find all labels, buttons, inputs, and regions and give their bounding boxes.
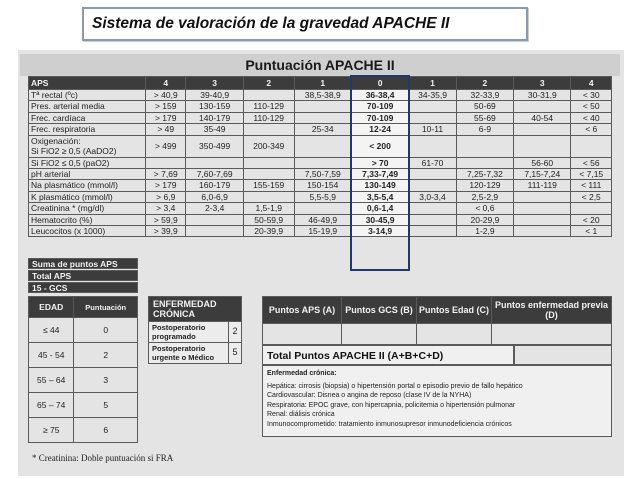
aps-cell: > 49 xyxy=(146,124,186,135)
aps-row xyxy=(29,124,612,135)
edad-points: 6 xyxy=(74,418,138,443)
cronicas-line: Respiratoria: EPOC grave, con hipercapnia, policitemia o hipertensión pulmonar xyxy=(267,401,516,409)
puntos-table xyxy=(262,296,612,345)
aps-row-label: Frec. respiratoria xyxy=(29,124,146,135)
aps-cell xyxy=(571,135,612,157)
aps-cell: 12-24 xyxy=(351,124,408,135)
aps-cell: 10-11 xyxy=(409,124,456,135)
total-apache-value xyxy=(514,345,612,365)
aps-cell: > 40,9 xyxy=(146,90,186,101)
aps-row xyxy=(29,112,612,123)
cronica-item xyxy=(149,342,241,363)
puntos-header: Puntos enfermedad previa (D) xyxy=(492,297,612,324)
aps-cell: > 39,9 xyxy=(146,226,186,237)
aps-cell: 61-70 xyxy=(409,157,456,168)
puntos-header: Puntos Edad (C) xyxy=(417,297,492,324)
aps-cell xyxy=(571,203,612,214)
aps-cell: 39-40,9 xyxy=(186,90,243,101)
aps-cell: < 2,5 xyxy=(571,191,612,202)
aps-row-label: Creatinina * (mg/dl) xyxy=(29,203,146,214)
aps-cell xyxy=(243,157,294,168)
aps-cell: 35-49 xyxy=(186,124,243,135)
aps-cell: 50-59,9 xyxy=(243,214,294,225)
aps-col-header: 1 xyxy=(409,77,456,90)
cronicas-line: Inmunocomprometido: tratamiento inmunosupresor inmunodeficiencia crónicos xyxy=(267,420,512,428)
aps-cell: 1,5-1,9 xyxy=(243,203,294,214)
aps-row-label: Si FiO2 ≤ 0,5 (paO2) xyxy=(29,157,146,168)
total-aps-label: Total APS xyxy=(28,270,138,281)
aps-cell: 50-69 xyxy=(456,101,513,112)
puntos-cell xyxy=(492,324,612,345)
slide-title-box xyxy=(82,7,528,41)
aps-cell: 350-499 xyxy=(186,135,243,157)
aps-col-header: 4 xyxy=(146,77,186,90)
aps-cell: > 70 xyxy=(351,157,408,168)
aps-col-header: 3 xyxy=(514,77,571,90)
aps-cell xyxy=(409,226,456,237)
aps-cell: 46-49,9 xyxy=(294,214,351,225)
aps-cell xyxy=(514,214,571,225)
aps-cell: < 0,6 xyxy=(456,203,513,214)
cronica-item-value: 5 xyxy=(228,343,241,363)
aps-cell xyxy=(186,226,243,237)
edad-points: 3 xyxy=(74,368,138,393)
aps-cell: < 30 xyxy=(571,90,612,101)
edad-row xyxy=(29,318,138,343)
aps-cell: 7,50-7,59 xyxy=(294,169,351,180)
aps-cell: 155-159 xyxy=(243,180,294,191)
aps-row-label: Tª rectal (ºc) xyxy=(29,90,146,101)
aps-cell: 7,33-7,49 xyxy=(351,169,408,180)
aps-header-row xyxy=(29,77,612,90)
suma-aps-label: Suma de puntos APS xyxy=(28,258,138,269)
aps-cell: 7,15-7,24 xyxy=(514,169,571,180)
edad-row xyxy=(29,368,138,393)
aps-cell: 6,0-6,9 xyxy=(186,191,243,202)
aps-cell: 20-39,9 xyxy=(243,226,294,237)
aps-cell: 3,0-3,4 xyxy=(409,191,456,202)
aps-cell: < 6 xyxy=(571,124,612,135)
aps-cell xyxy=(409,169,456,180)
puntos-header: Puntos APS (A) xyxy=(263,297,342,324)
aps-cell: 30-45,9 xyxy=(351,214,408,225)
aps-cell: 6-9 xyxy=(456,124,513,135)
aps-cell: > 6,9 xyxy=(146,191,186,202)
edad-range: 65 – 74 xyxy=(29,393,74,418)
aps-cell xyxy=(409,180,456,191)
aps-cell: 200-349 xyxy=(243,135,294,157)
aps-cell xyxy=(146,157,186,168)
aps-cell xyxy=(514,135,571,157)
aps-cell: 15-19,9 xyxy=(294,226,351,237)
aps-cell: 130-149 xyxy=(351,180,408,191)
aps-cell xyxy=(186,214,243,225)
aps-row xyxy=(29,180,612,191)
aps-row xyxy=(29,203,612,214)
aps-cell: < 200 xyxy=(351,135,408,157)
cronicas-line: Hepática: cirrosis (biopsia) o hipertensión portal o episodio previo de fallo hepático xyxy=(267,382,523,390)
puntos-cell xyxy=(342,324,417,345)
cronicas-title: Enfermedad crónica: xyxy=(267,370,337,377)
cronica-item xyxy=(149,321,241,342)
aps-cell: < 40 xyxy=(571,112,612,123)
aps-cell: 40-54 xyxy=(514,112,571,123)
aps-cell: 55-69 xyxy=(456,112,513,123)
aps-cell: 70-109 xyxy=(351,101,408,112)
aps-cell: > 499 xyxy=(146,135,186,157)
aps-col-header: 2 xyxy=(456,77,513,90)
aps-cell: 110-129 xyxy=(243,112,294,123)
aps-row-label: Leucocitos (x 1000) xyxy=(29,226,146,237)
aps-row xyxy=(29,191,612,202)
aps-cell: 36-38,4 xyxy=(351,90,408,101)
aps-row-label: Oxigenación: Si FiO2 ≥ 0,5 (AaDO2) xyxy=(29,135,146,157)
aps-cell: < 1 xyxy=(571,226,612,237)
edad-row xyxy=(29,393,138,418)
aps-cell: 38,5-38,9 xyxy=(294,90,351,101)
edad-points: 5 xyxy=(74,393,138,418)
aps-col-header: 1 xyxy=(294,77,351,90)
aps-cell: 5,5-5,9 xyxy=(294,191,351,202)
aps-cell xyxy=(243,124,294,135)
aps-cell xyxy=(514,203,571,214)
aps-cell: < 111 xyxy=(571,180,612,191)
aps-cell xyxy=(514,226,571,237)
aps-cell: 0,6-1,4 xyxy=(351,203,408,214)
aps-cell xyxy=(294,112,351,123)
aps-col-header: 0 xyxy=(351,77,408,90)
cronicas-notes xyxy=(262,365,612,437)
aps-cell xyxy=(409,112,456,123)
edad-range: ≤ 44 xyxy=(29,318,74,343)
aps-col-header: 3 xyxy=(186,77,243,90)
edad-points: 2 xyxy=(74,343,138,368)
aps-cell: > 179 xyxy=(146,180,186,191)
sheet-header: Puntuación APACHE II xyxy=(20,54,620,76)
aps-cell: 110-129 xyxy=(243,101,294,112)
aps-row xyxy=(29,101,612,112)
aps-cell xyxy=(456,135,513,157)
aps-cell xyxy=(409,203,456,214)
edad-range: 45 - 54 xyxy=(29,343,74,368)
edad-range: 55 – 64 xyxy=(29,368,74,393)
footnote: * Creatinina: Doble puntuación si FRA xyxy=(32,453,174,463)
puntos-header: Puntos GCS (B) xyxy=(342,297,417,324)
edad-header: Puntuación xyxy=(74,297,138,318)
aps-row xyxy=(29,214,612,225)
aps-cell: < 56 xyxy=(571,157,612,168)
aps-cell xyxy=(409,135,456,157)
aps-cell: 150-154 xyxy=(294,180,351,191)
aps-cell xyxy=(514,101,571,112)
aps-row xyxy=(29,169,612,180)
aps-cell: 3-14,9 xyxy=(351,226,408,237)
aps-cell xyxy=(186,157,243,168)
aps-cell: 1-2,9 xyxy=(456,226,513,237)
aps-col-header: 4 xyxy=(571,77,612,90)
aps-cell: > 179 xyxy=(146,112,186,123)
edad-points: 0 xyxy=(74,318,138,343)
cronica-item-label: Postoperatorio urgente o Médico xyxy=(152,344,215,362)
aps-cell xyxy=(514,124,571,135)
aps-cell: < 50 xyxy=(571,101,612,112)
aps-row xyxy=(29,226,612,237)
aps-cell xyxy=(294,101,351,112)
aps-cell: > 7,69 xyxy=(146,169,186,180)
aps-row xyxy=(29,90,612,101)
aps-cell: > 159 xyxy=(146,101,186,112)
aps-cell: 30-31,9 xyxy=(514,90,571,101)
aps-cell: 140-179 xyxy=(186,112,243,123)
aps-cell: 56-60 xyxy=(514,157,571,168)
aps-row xyxy=(29,157,612,168)
aps-cell: 34-35,9 xyxy=(409,90,456,101)
aps-row-label: K plasmático (mmol/l) xyxy=(29,191,146,202)
aps-cell: 160-179 xyxy=(186,180,243,191)
aps-cell xyxy=(243,169,294,180)
aps-cell: 32-33,9 xyxy=(456,90,513,101)
aps-row-label: Frec. cardíaca xyxy=(29,112,146,123)
cronicas-line: Cardiovascular: Disnea o angina de reposo (clase IV de la NYHA) xyxy=(267,392,472,399)
aps-cell: 25-34 xyxy=(294,124,351,135)
cronica-header: ENFERMEDAD CRÓNICA xyxy=(149,297,241,321)
aps-cell: > 59,9 xyxy=(146,214,186,225)
aps-cell xyxy=(514,191,571,202)
puntos-cell xyxy=(263,324,342,345)
aps-row-label: Na plasmático (mmol/l) xyxy=(29,180,146,191)
edad-table xyxy=(28,296,138,443)
edad-header: EDAD xyxy=(29,297,74,318)
aps-row-label: pH arterial xyxy=(29,169,146,180)
total-apache-label: Total Puntos APACHE II (A+B+C+D) xyxy=(262,345,514,365)
aps-cell xyxy=(409,101,456,112)
aps-cell xyxy=(294,203,351,214)
aps-cell: 7,25-7,32 xyxy=(456,169,513,180)
aps-cell: < 7,15 xyxy=(571,169,612,180)
aps-cell: > 3,4 xyxy=(146,203,186,214)
aps-cell xyxy=(409,214,456,225)
edad-range: ≥ 75 xyxy=(29,418,74,443)
aps-cell: 20-29,9 xyxy=(456,214,513,225)
aps-cell: 120-129 xyxy=(456,180,513,191)
aps-table xyxy=(28,76,612,237)
gcs-label: 15 - GCS xyxy=(28,282,138,293)
aps-row-label: Hematocrito (%) xyxy=(29,214,146,225)
puntos-cell xyxy=(417,324,492,345)
aps-cell: 3,5-5,4 xyxy=(351,191,408,202)
aps-cell xyxy=(294,135,351,157)
cronicas-line: Renal: diálisis crónica xyxy=(267,411,335,418)
aps-cell: 130-159 xyxy=(186,101,243,112)
enfermedad-cronica-box xyxy=(148,296,242,364)
edad-row xyxy=(29,343,138,368)
aps-cell xyxy=(243,90,294,101)
cronica-item-value: 2 xyxy=(228,322,241,342)
aps-cell xyxy=(294,157,351,168)
aps-cell: 7,60-7,69 xyxy=(186,169,243,180)
aps-row-label: Pres. arterial media xyxy=(29,101,146,112)
aps-cell: 2-3,4 xyxy=(186,203,243,214)
aps-cell xyxy=(243,191,294,202)
aps-cell: 2,5-2,9 xyxy=(456,191,513,202)
aps-cell: 111-119 xyxy=(514,180,571,191)
aps-cell: 70-109 xyxy=(351,112,408,123)
aps-col-header: 2 xyxy=(243,77,294,90)
aps-cell xyxy=(456,157,513,168)
slide-title: Sistema de valoración de la gravedad APACHE II xyxy=(92,15,450,32)
aps-col-header: APS xyxy=(29,77,146,90)
edad-row xyxy=(29,418,138,443)
cronica-item-label: Postoperatorio programado xyxy=(152,323,206,341)
aps-row xyxy=(29,135,612,157)
aps-cell: < 20 xyxy=(571,214,612,225)
